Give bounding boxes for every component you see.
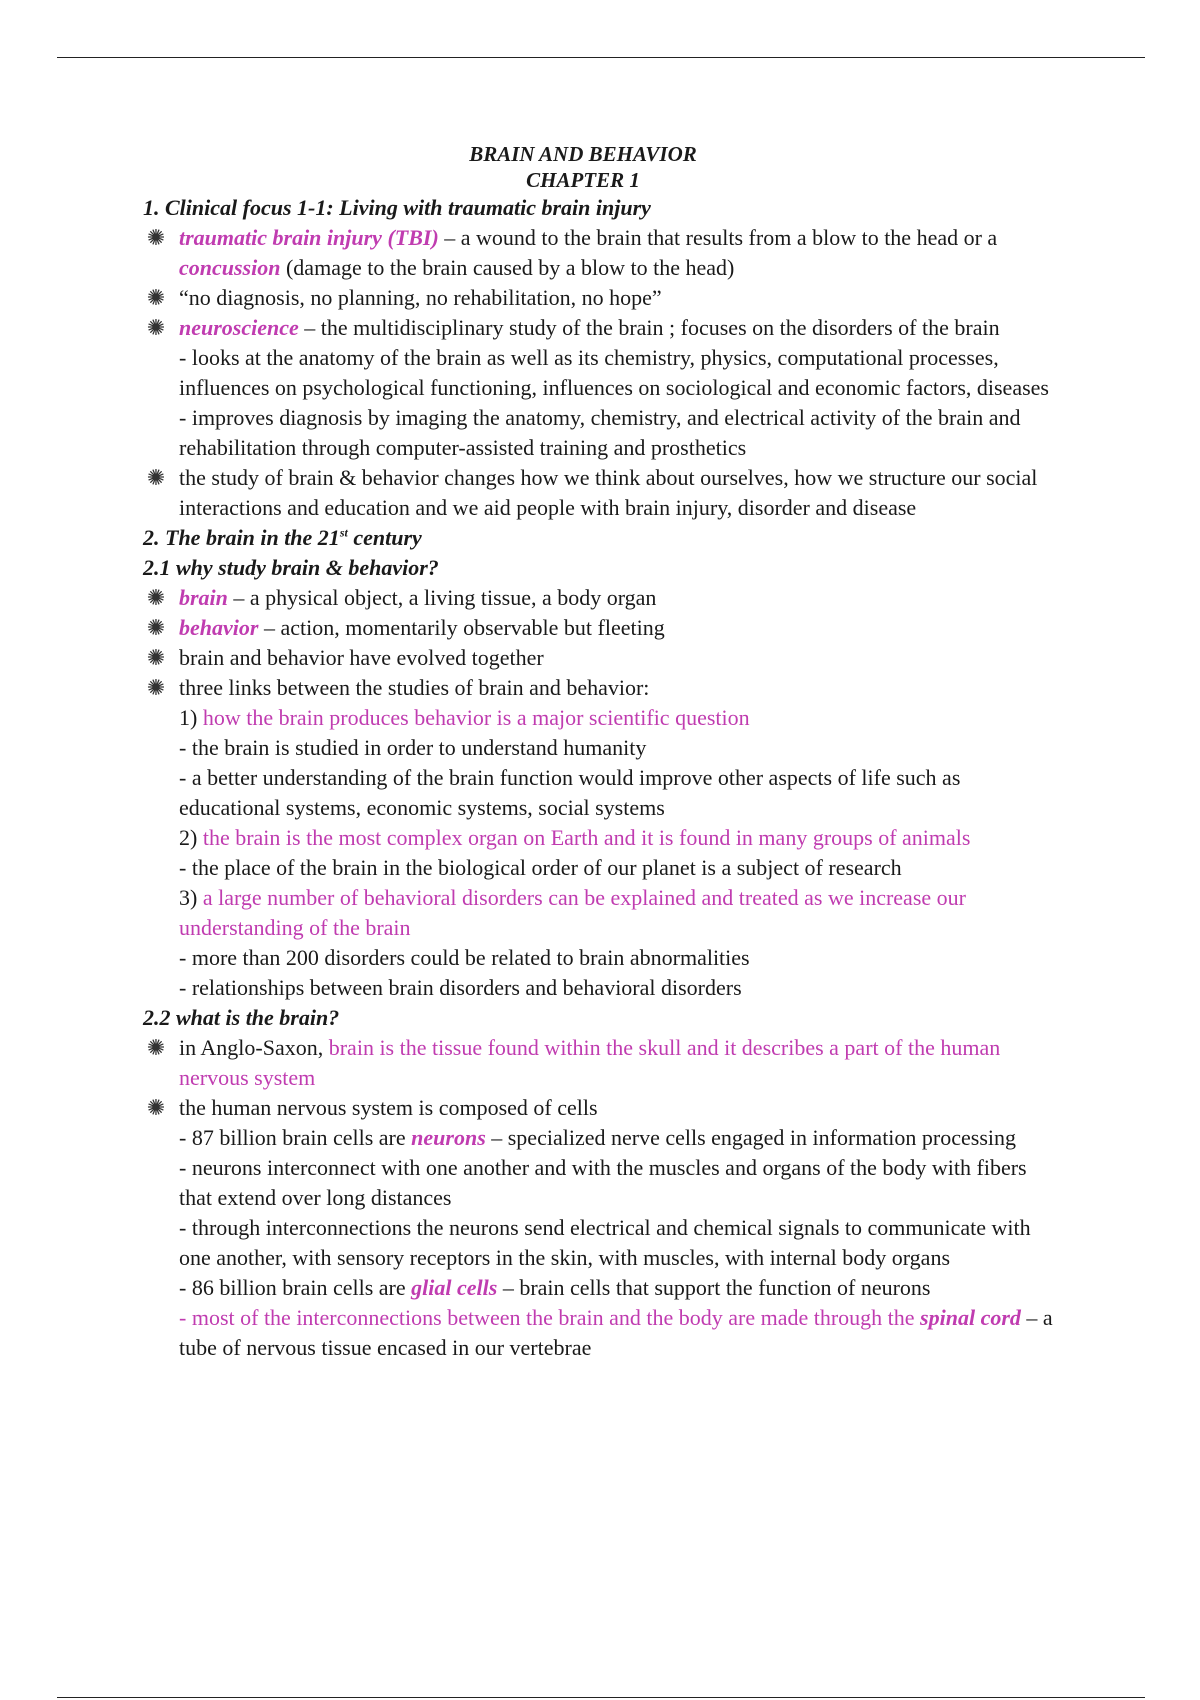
chapter-line: CHAPTER 1 [526,168,640,192]
list-item [143,673,1063,1003]
highlighted-text: - most of the interconnections between the brain and the body are made through the [179,1305,921,1330]
title-line: BRAIN AND BEHAVIOR [469,142,697,166]
point-number: 3) [179,885,203,910]
list-item [143,313,1063,463]
sub-point-text: – a tube of nervous tissue encased in our vertebrae [179,1305,1053,1360]
list-item [143,643,1063,673]
sub-point [179,1123,1063,1153]
section-heading: 1. Clinical focus 1-1: Living with traumatic brain injury [143,195,651,220]
document-body [143,141,1063,1363]
term: traumatic brain injury (TBI) [179,225,439,250]
sub-point: - a better understanding of the brain function would improve other aspects of life such as educational systems, economic systems, social systems [179,765,961,820]
term: spinal cord [920,1305,1021,1330]
term: neuroscience [179,315,299,340]
sub-point-text: – brain cells that support the function of neurons [497,1275,931,1300]
quote-text: “no diagnosis, no planning, no rehabilitation, no hope” [179,285,662,310]
sub-point [179,1273,1063,1303]
subsection-heading: 2.2 what is the brain? [143,1005,340,1030]
section-heading [143,523,1063,553]
sub-point: - relationships between brain disorders and behavioral disorders [179,975,742,1000]
list-item [143,1093,1063,1363]
heading-text: 2. The brain in the 21 [143,525,340,550]
term: concussion [179,255,281,280]
highlighted-text: how the brain produces behavior is a major scientific question [202,705,750,730]
gear-bullet-icon: ✺ [146,675,166,700]
list-item [143,1033,1063,1093]
sub-point: - more than 200 disorders could be related to brain abnormalities [179,945,750,970]
gear-bullet-icon: ✺ [146,465,166,490]
top-rule [57,57,1145,58]
body-text: the human nervous system is composed of cells [179,1095,598,1120]
definition-text: – action, momentarily observable but fleeting [258,615,665,640]
bottom-rule [57,1697,1145,1698]
term: neurons [411,1125,486,1150]
gear-bullet-icon: ✺ [146,315,166,340]
point-number: 2) [179,825,203,850]
document-title [143,141,1023,193]
point-number: 1) [179,705,203,730]
term: glial cells [411,1275,498,1300]
list-item [143,283,1063,313]
gear-bullet-icon: ✺ [146,585,166,610]
sub-point: - the brain is studied in order to understand humanity [179,735,647,760]
sub-point: - neurons interconnect with one another and with the muscles and organs of the body with fibers that extend over long distances [179,1155,1027,1210]
list-item [143,223,1063,283]
list-item [143,583,1063,613]
body-text: three links between the studies of brain and behavior: [179,675,650,700]
list-item [143,613,1063,643]
highlighted-text: brain is the tissue found within the skull and it describes a part of the human nervous system [179,1035,1001,1090]
definition-text: – the multidisciplinary study of the brain ; focuses on the disorders of the brain [298,315,1000,340]
gear-bullet-icon: ✺ [146,285,166,310]
sub-point: - through interconnections the neurons send electrical and chemical signals to communicate with one another, with sensory receptors in the skin, with muscles, with internal body organs [179,1215,1031,1270]
sub-point: - improves diagnosis by imaging the anatomy, chemistry, and electrical activity of the brain and rehabilitation through computer-assisted training and prosthetics [179,405,1021,460]
numbered-point [179,823,1063,853]
gear-bullet-icon: ✺ [146,1035,166,1060]
definition-text: – a physical object, a living tissue, a body organ [227,585,657,610]
list-item [143,463,1063,523]
gear-bullet-icon: ✺ [146,615,166,640]
subsection-heading: 2.1 why study brain & behavior? [143,555,439,580]
gear-bullet-icon: ✺ [146,225,166,250]
body-text: the study of brain & behavior changes how we think about ourselves, how we structure our social interactions and education and we aid people with brain injury, disorder and disease [179,465,1038,520]
sub-point [179,1303,1063,1363]
definition-text: (damage to the brain caused by a blow to the head) [280,255,735,280]
term: brain [179,585,228,610]
term: behavior [179,615,259,640]
highlighted-text: the brain is the most complex organ on Earth and it is found in many groups of animals [202,825,971,850]
sub-point-text: - 86 billion brain cells are [179,1275,412,1300]
sub-point-text: – specialized nerve cells engaged in information processing [485,1125,1017,1150]
heading-superscript: st [339,525,348,540]
body-text: brain and behavior have evolved together [179,645,544,670]
body-text: in Anglo-Saxon, [179,1035,329,1060]
heading-text: century [347,525,422,550]
sub-point-text: - 87 billion brain cells are [179,1125,412,1150]
numbered-point [179,883,1063,943]
sub-point: - looks at the anatomy of the brain as well as its chemistry, physics, computational processes, influences on psychological functioning, influences on sociological and economic factors, diseases [179,345,1049,400]
sub-point: - the place of the brain in the biological order of our planet is a subject of research [179,855,902,880]
numbered-point [179,703,1063,733]
gear-bullet-icon: ✺ [146,1095,166,1120]
definition-text: – a wound to the brain that results from a blow to the head or a [438,225,998,250]
highlighted-text: a large number of behavioral disorders can be explained and treated as we increase our understanding of the brain [179,885,966,940]
gear-bullet-icon: ✺ [146,645,166,670]
